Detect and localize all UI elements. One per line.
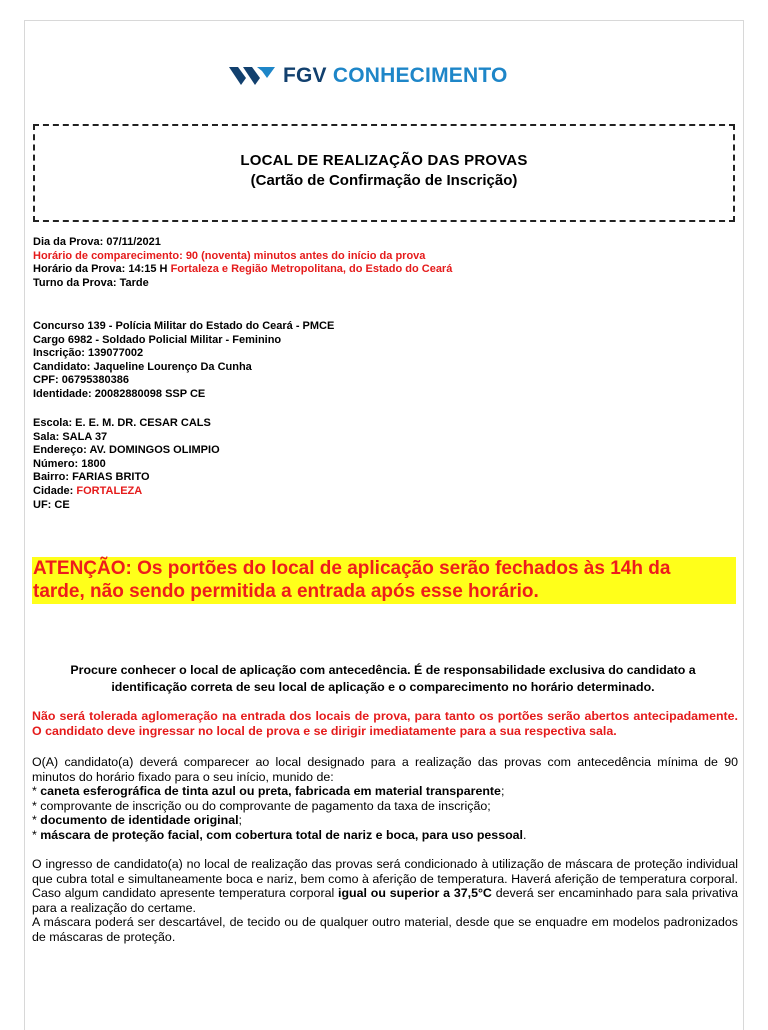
requirement-id-text: documento de identidade original [40,813,239,827]
mask-p1-start: O ingresso de candidato(a) no local de realização das provas será condicionado à utilização de máscara de proteção individual que cubra total e simultaneamente boca e nariz, bem como à aferição de temperatura. Haverá aferição de temperatura corporal. Caso algum candidato apresente temperatura corporal [32,857,738,900]
requirement-id [32,813,738,828]
punctuation: . [523,827,527,842]
page-subtitle: (Cartão de Confirmação de Inscrição) [250,172,518,189]
crowd-warning: Não será tolerada aglomeração na entrada dos locais de prova, para tanto os portões serão abertos antecipadamente. O candidato deve ingressar no local de prova e se dirigir imediatamente para a sua respectiva sala. [32,709,738,738]
fgv-logo [229,61,508,91]
requirements-intro: O(A) candidato(a) deverá comparecer ao local designado para a realização das provas com antecedência mínima de 90 minutos do horário fixado para o seu início, munido de: [32,755,738,784]
exam-info [33,236,452,290]
punctuation: ; [500,784,505,798]
city-label: Cidade: [33,484,74,497]
notice-line-2: identificação correta de seu local de aplicação e o comparecimento no horário determinado. [111,680,655,694]
punctuation: ; [238,813,242,827]
bullet: * [32,827,41,842]
temperature-threshold: igual ou superior a 37,5°C [338,886,492,900]
exam-time-label: Horário da Prova: 14:15 H [33,263,168,276]
contest: Concurso 139 - Polícia Militar do Estado do Ceará - PMCE [33,320,335,332]
exam-day: Dia da Prova: 07/11/2021 [33,236,161,248]
notice-paragraph [33,662,733,696]
confirmation-card [24,20,744,1030]
mask-paragraph [32,857,738,944]
notice-line-1: Procure conhecer o local de aplicação com antecedência. É de responsabilidade exclusiva do candidato a [70,663,696,677]
bullet: * [32,784,41,798]
attention-line-2: tarde, não sendo permitida a entrada após esse horário. [33,581,539,602]
state: UF: CE [33,498,70,511]
page-title: LOCAL DE REALIZAÇÃO DAS PROVAS [240,152,528,169]
logo-brand: FGV [283,64,327,87]
requirement-pen [32,784,738,799]
position: Cargo 6982 - Soldado Policial Militar - Feminino [33,333,282,346]
mask-paragraph-1 [32,857,738,915]
room: Sala: SALA 37 [33,430,108,443]
address: Endereço: AV. DOMINGOS OLIMPIO [33,444,220,457]
number: Número: 1800 [33,457,106,470]
requirement-receipt: * comprovante de inscrição ou do comprovante de pagamento da taxa de inscrição; [32,798,491,813]
candidate-name: Candidato: Jaqueline Lourenço Da Cunha [33,360,252,373]
cpf: CPF: 06795380386 [33,374,130,387]
district: Bairro: FARIAS BRITO [33,471,150,484]
city [33,485,220,499]
logo-name: CONHECIMENTO [332,64,508,87]
requirements-paragraph [32,755,738,842]
registration: Inscrição: 139077002 [33,347,144,360]
bullet: * [32,813,41,827]
fgv-logo-icon [229,66,275,86]
requirement-pen-text: caneta esferográfica de tinta azul ou preta, fabricada em material transparente [40,784,501,798]
requirement-mask-text: máscara de proteção facial, com cobertura total de nariz e boca, para uso pessoal [40,827,523,842]
school: Escola: E. E. M. DR. CESAR CALS [33,417,211,429]
exam-time-zone: Fortaleza e Região Metropolitana, do Estado do Ceará [170,263,453,276]
exam-arrival: Horário de comparecimento: 90 (noventa) minutos antes do início da prova [33,249,426,262]
city-value: FORTALEZA [76,484,143,497]
candidate-info [33,320,334,402]
logo-text [283,64,508,88]
identity: Identidade: 20082880098 SSP CE [33,387,206,400]
attention-line-1: ATENÇÃO: Os portões do local de aplicação serão fechados às 14h da [33,558,671,579]
mask-p1-end: deverá ser encaminhado para sala privativa para a realização do certame. [32,886,739,915]
exam-time [33,263,452,277]
location-info [33,417,220,512]
mask-paragraph-2: A máscara poderá ser descartável, de tecido ou de qualquer outro material, desde que se enquadre em modelos padronizados de máscaras de proteção. [32,915,738,944]
title-box [33,124,735,222]
exam-shift: Turno da Prova: Tarde [33,276,149,289]
requirement-mask [32,828,738,843]
attention-banner [32,557,736,604]
